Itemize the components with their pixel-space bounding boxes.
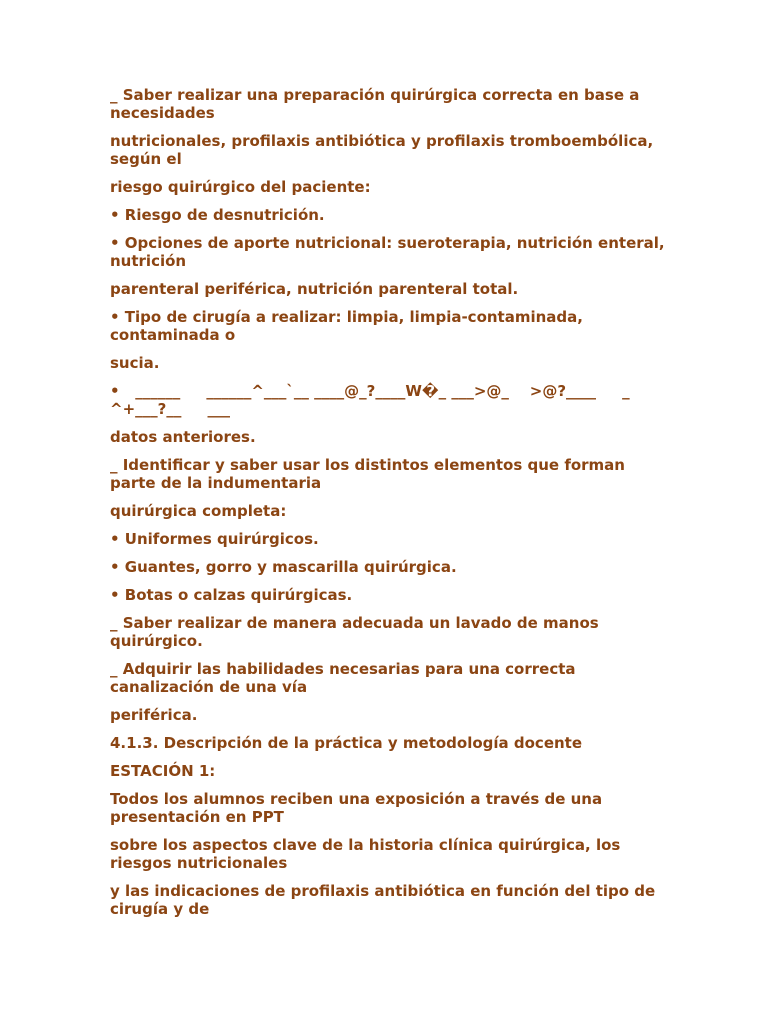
bullet-item: • Guantes, gorro y mascarilla quirúrgica. xyxy=(110,558,457,576)
paragraph: _ Identificar y saber usar los distintos elementos que forman parte de la indumentaria xyxy=(110,456,631,492)
document-page xyxy=(110,86,670,928)
bullet-item: • Riesgo de desnutrición. xyxy=(110,206,325,224)
section-heading: 4.1.3. Descripción de la práctica y metodología docente xyxy=(110,734,583,752)
bullet-item: • Tipo de cirugía a realizar: limpia, limpia-contaminada, contaminada o xyxy=(110,308,589,344)
paragraph: _ Saber realizar de manera adecuada un lavado de manos quirúrgico. xyxy=(110,614,604,650)
paragraph: parenteral periférica, nutrición parenteral total. xyxy=(110,280,519,298)
bullet-item: • Opciones de aporte nutricional: sueroterapia, nutrición enteral, nutrición xyxy=(110,234,670,270)
paragraph: sobre los aspectos clave de la historia clínica quirúrgica, los riesgos nutricionales xyxy=(110,836,626,872)
paragraph: nutricionales, profilaxis antibiótica y profilaxis tromboembólica, según el xyxy=(110,132,659,168)
paragraph: quirúrgica completa: xyxy=(110,502,287,520)
paragraph: Todos los alumnos reciben una exposición a través de una presentación en PPT xyxy=(110,790,608,826)
paragraph: sucia. xyxy=(110,354,160,372)
station-heading: ESTACIÓN 1: xyxy=(110,762,216,780)
paragraph: periférica. xyxy=(110,706,198,724)
paragraph: _ Adquirir las habilidades necesarias para una correcta canalización de una vía xyxy=(110,660,581,696)
garbled-bullet-item: • ______ ______^___`__ ____@_?____W�_ ___>@_ >@?____ _ ^+___?__ ___ xyxy=(110,382,635,418)
paragraph: datos anteriores. xyxy=(110,428,256,446)
paragraph: riesgo quirúrgico del paciente: xyxy=(110,178,371,196)
bullet-item: • Uniformes quirúrgicos. xyxy=(110,530,319,548)
paragraph: _ Saber realizar una preparación quirúrgica correcta en base a necesidades xyxy=(110,86,645,122)
paragraph: y las indicaciones de profilaxis antibiótica en función del tipo de cirugía y de xyxy=(110,882,661,918)
bullet-item: • Botas o calzas quirúrgicas. xyxy=(110,586,353,604)
